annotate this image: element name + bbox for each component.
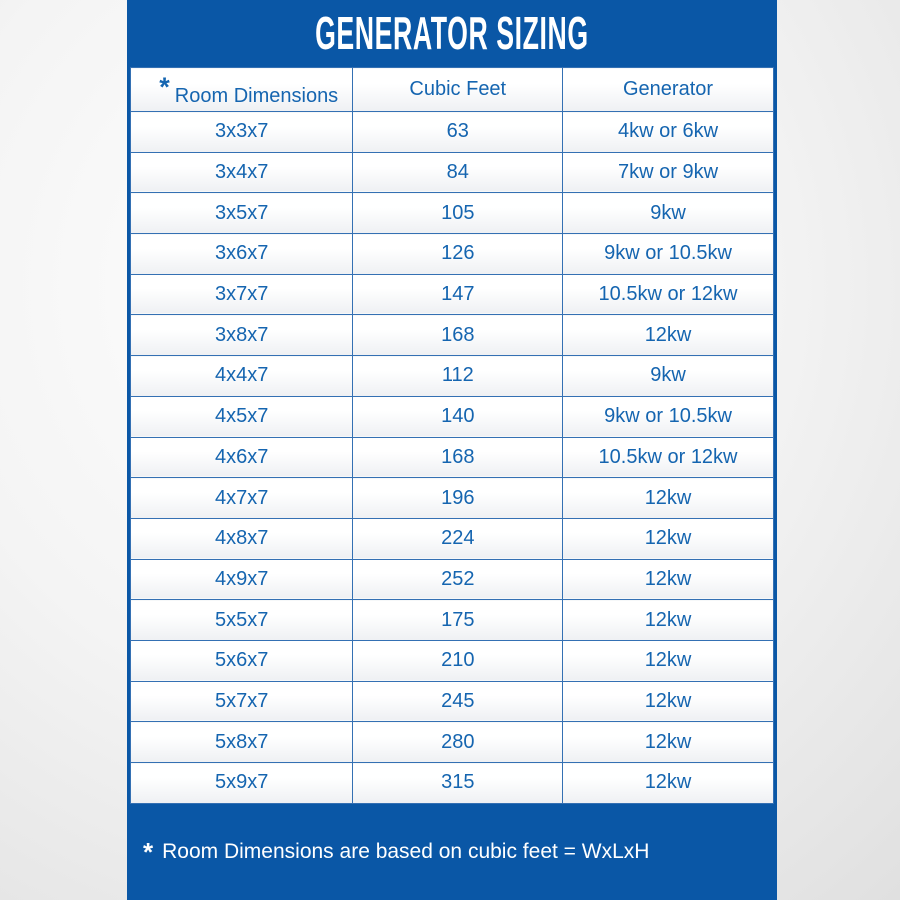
table-row [131, 518, 774, 559]
room-dimensions-cell: 5x7x7 [131, 681, 353, 722]
room-dimensions-cell: 3x7x7 [131, 274, 353, 315]
column-header-generator: Generator [563, 68, 774, 112]
room-dimensions-cell: 3x4x7 [131, 152, 353, 193]
room-dimensions-cell: 4x7x7 [131, 478, 353, 519]
generator-cell: 4kw or 6kw [563, 112, 774, 153]
table-row [131, 315, 774, 356]
cubic-feet-cell: 280 [353, 722, 563, 763]
generator-cell: 7kw or 9kw [563, 152, 774, 193]
cubic-feet-cell: 63 [353, 112, 563, 153]
cubic-feet-cell: 84 [353, 152, 563, 193]
room-dimensions-cell: 4x8x7 [131, 518, 353, 559]
room-dimensions-cell: 3x3x7 [131, 112, 353, 153]
generator-cell: 12kw [563, 763, 774, 804]
generator-cell: 9kw or 10.5kw [563, 234, 774, 275]
generator-cell: 12kw [563, 559, 774, 600]
table-row [131, 478, 774, 519]
cubic-feet-cell: 147 [353, 274, 563, 315]
room-dimensions-cell: 5x9x7 [131, 763, 353, 804]
generator-cell: 9kw [563, 193, 774, 234]
room-dimensions-cell: 4x5x7 [131, 396, 353, 437]
table-row [131, 600, 774, 641]
table-row [131, 152, 774, 193]
generator-cell: 9kw or 10.5kw [563, 396, 774, 437]
asterisk-icon: * [159, 71, 170, 102]
cubic-feet-cell: 105 [353, 193, 563, 234]
column-header-room-dimensions-label: Room Dimensions [174, 84, 339, 107]
cubic-feet-cell: 175 [353, 600, 563, 641]
room-dimensions-cell: 3x5x7 [131, 193, 353, 234]
cubic-feet-cell: 210 [353, 640, 563, 681]
cubic-feet-cell: 168 [353, 315, 563, 356]
table-row [131, 437, 774, 478]
room-dimensions-cell: 4x4x7 [131, 356, 353, 397]
table-row [131, 274, 774, 315]
column-header-room-dimensions [131, 68, 353, 112]
generator-cell: 9kw [563, 356, 774, 397]
generator-cell: 10.5kw or 12kw [563, 437, 774, 478]
footnote [127, 804, 777, 900]
column-header-cubic-feet: Cubic Feet [353, 68, 563, 112]
table-row [131, 112, 774, 153]
table-row [131, 356, 774, 397]
cubic-feet-cell: 126 [353, 234, 563, 275]
room-dimensions-cell: 5x8x7 [131, 722, 353, 763]
table-row [131, 396, 774, 437]
generator-cell: 12kw [563, 600, 774, 641]
generator-cell: 12kw [563, 640, 774, 681]
generator-cell: 12kw [563, 478, 774, 519]
cubic-feet-cell: 112 [353, 356, 563, 397]
table-header [131, 68, 774, 112]
page-title-text: GENERATOR SIZING [315, 7, 589, 59]
cubic-feet-cell: 252 [353, 559, 563, 600]
cubic-feet-cell: 224 [353, 518, 563, 559]
table-header-row [131, 68, 774, 112]
generator-cell: 12kw [563, 518, 774, 559]
cubic-feet-cell: 168 [353, 437, 563, 478]
sizing-table [130, 67, 774, 804]
room-dimensions-cell: 3x6x7 [131, 234, 353, 275]
table-row [131, 234, 774, 275]
cubic-feet-cell: 315 [353, 763, 563, 804]
room-dimensions-cell: 4x9x7 [131, 559, 353, 600]
table-row [131, 193, 774, 234]
page-title [127, 0, 777, 67]
room-dimensions-cell: 3x8x7 [131, 315, 353, 356]
generator-cell: 12kw [563, 681, 774, 722]
table-row [131, 640, 774, 681]
table-row [131, 722, 774, 763]
table-row [131, 559, 774, 600]
room-dimensions-cell: 4x6x7 [131, 437, 353, 478]
cubic-feet-cell: 196 [353, 478, 563, 519]
generator-cell: 12kw [563, 315, 774, 356]
table-body [131, 112, 774, 804]
table-row [131, 681, 774, 722]
cubic-feet-cell: 245 [353, 681, 563, 722]
generator-cell: 10.5kw or 12kw [563, 274, 774, 315]
footnote-text: Room Dimensions are based on cubic feet = WxLxH [162, 839, 650, 863]
room-dimensions-cell: 5x6x7 [131, 640, 353, 681]
room-dimensions-cell: 5x5x7 [131, 600, 353, 641]
generator-cell: 12kw [563, 722, 774, 763]
asterisk-icon: * [143, 836, 154, 867]
table-row [131, 763, 774, 804]
cubic-feet-cell: 140 [353, 396, 563, 437]
generator-sizing-panel [127, 0, 777, 900]
